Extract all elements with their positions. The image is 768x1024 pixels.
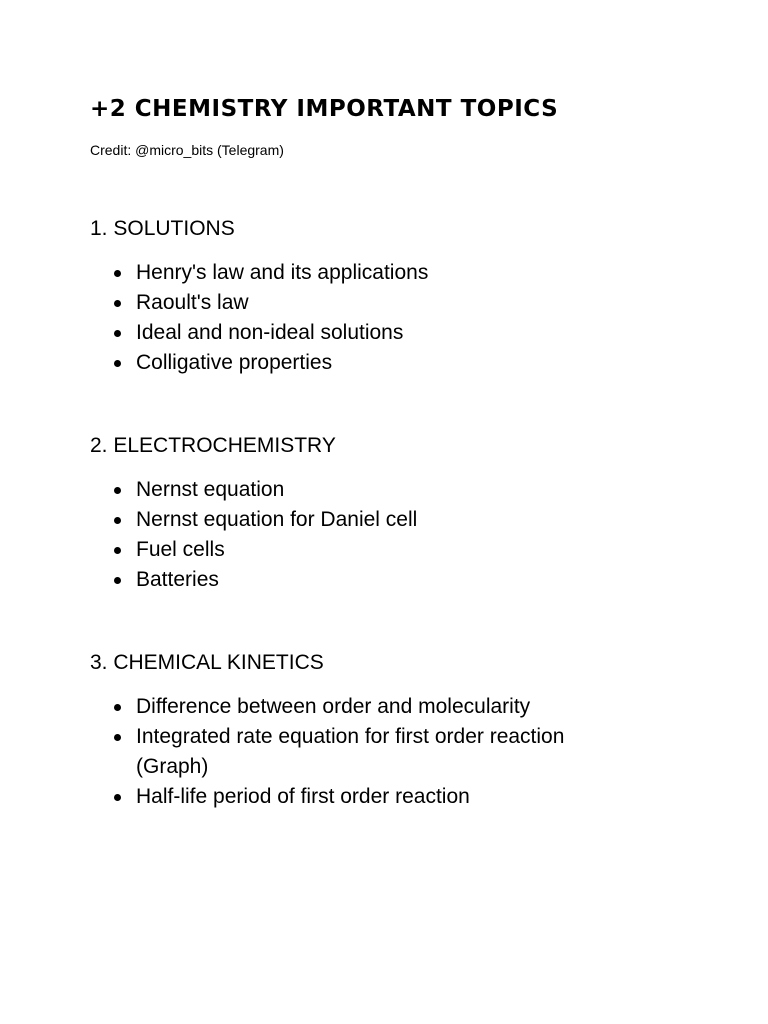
section-solutions (90, 216, 730, 378)
document-title: +2 CHEMISTRY IMPORTANT TOPICS (90, 96, 559, 122)
list-item (90, 692, 730, 722)
bullet-icon (114, 330, 121, 337)
topic-text: Colligative properties (136, 351, 333, 374)
section-heading: 1. SOLUTIONS (90, 217, 235, 240)
section-chemical-kinetics (90, 650, 730, 812)
topic-text: Difference between order and molecularity (136, 695, 531, 718)
list-item (90, 722, 730, 782)
bullet-icon (114, 704, 121, 711)
topic-text: Ideal and non-ideal solutions (136, 321, 404, 344)
bullet-icon (114, 360, 121, 367)
section-heading: 2. ELECTROCHEMISTRY (90, 434, 336, 457)
bullet-icon (114, 547, 121, 554)
topic-list (90, 258, 730, 378)
list-item (90, 348, 730, 378)
list-item (90, 565, 730, 595)
list-item (90, 288, 730, 318)
topic-text: Nernst equation (136, 478, 285, 501)
topic-text: Fuel cells (136, 538, 225, 561)
list-item (90, 505, 730, 535)
topic-text: Henry's law and its applications (136, 261, 429, 284)
topic-text: Batteries (136, 568, 219, 591)
topic-text: Integrated rate equation for first order reaction (Graph) (136, 725, 565, 778)
section-heading: 3. CHEMICAL KINETICS (90, 651, 324, 674)
list-item (90, 782, 730, 812)
list-item (90, 475, 730, 505)
bullet-icon (114, 577, 121, 584)
topic-list (90, 692, 730, 812)
bullet-icon (114, 734, 121, 741)
list-item (90, 258, 730, 288)
list-item (90, 318, 730, 348)
section-electrochemistry (90, 433, 730, 595)
topic-text: Half-life period of first order reaction (136, 785, 470, 808)
bullet-icon (114, 300, 121, 307)
bullet-icon (114, 517, 121, 524)
bullet-icon (114, 487, 121, 494)
list-item (90, 535, 730, 565)
bullet-icon (114, 270, 121, 277)
topic-text: Nernst equation for Daniel cell (136, 508, 418, 531)
credit-line: Credit: @micro_bits (Telegram) (90, 142, 284, 158)
topic-list (90, 475, 730, 595)
bullet-icon (114, 794, 121, 801)
topic-text: Raoult's law (136, 291, 249, 314)
